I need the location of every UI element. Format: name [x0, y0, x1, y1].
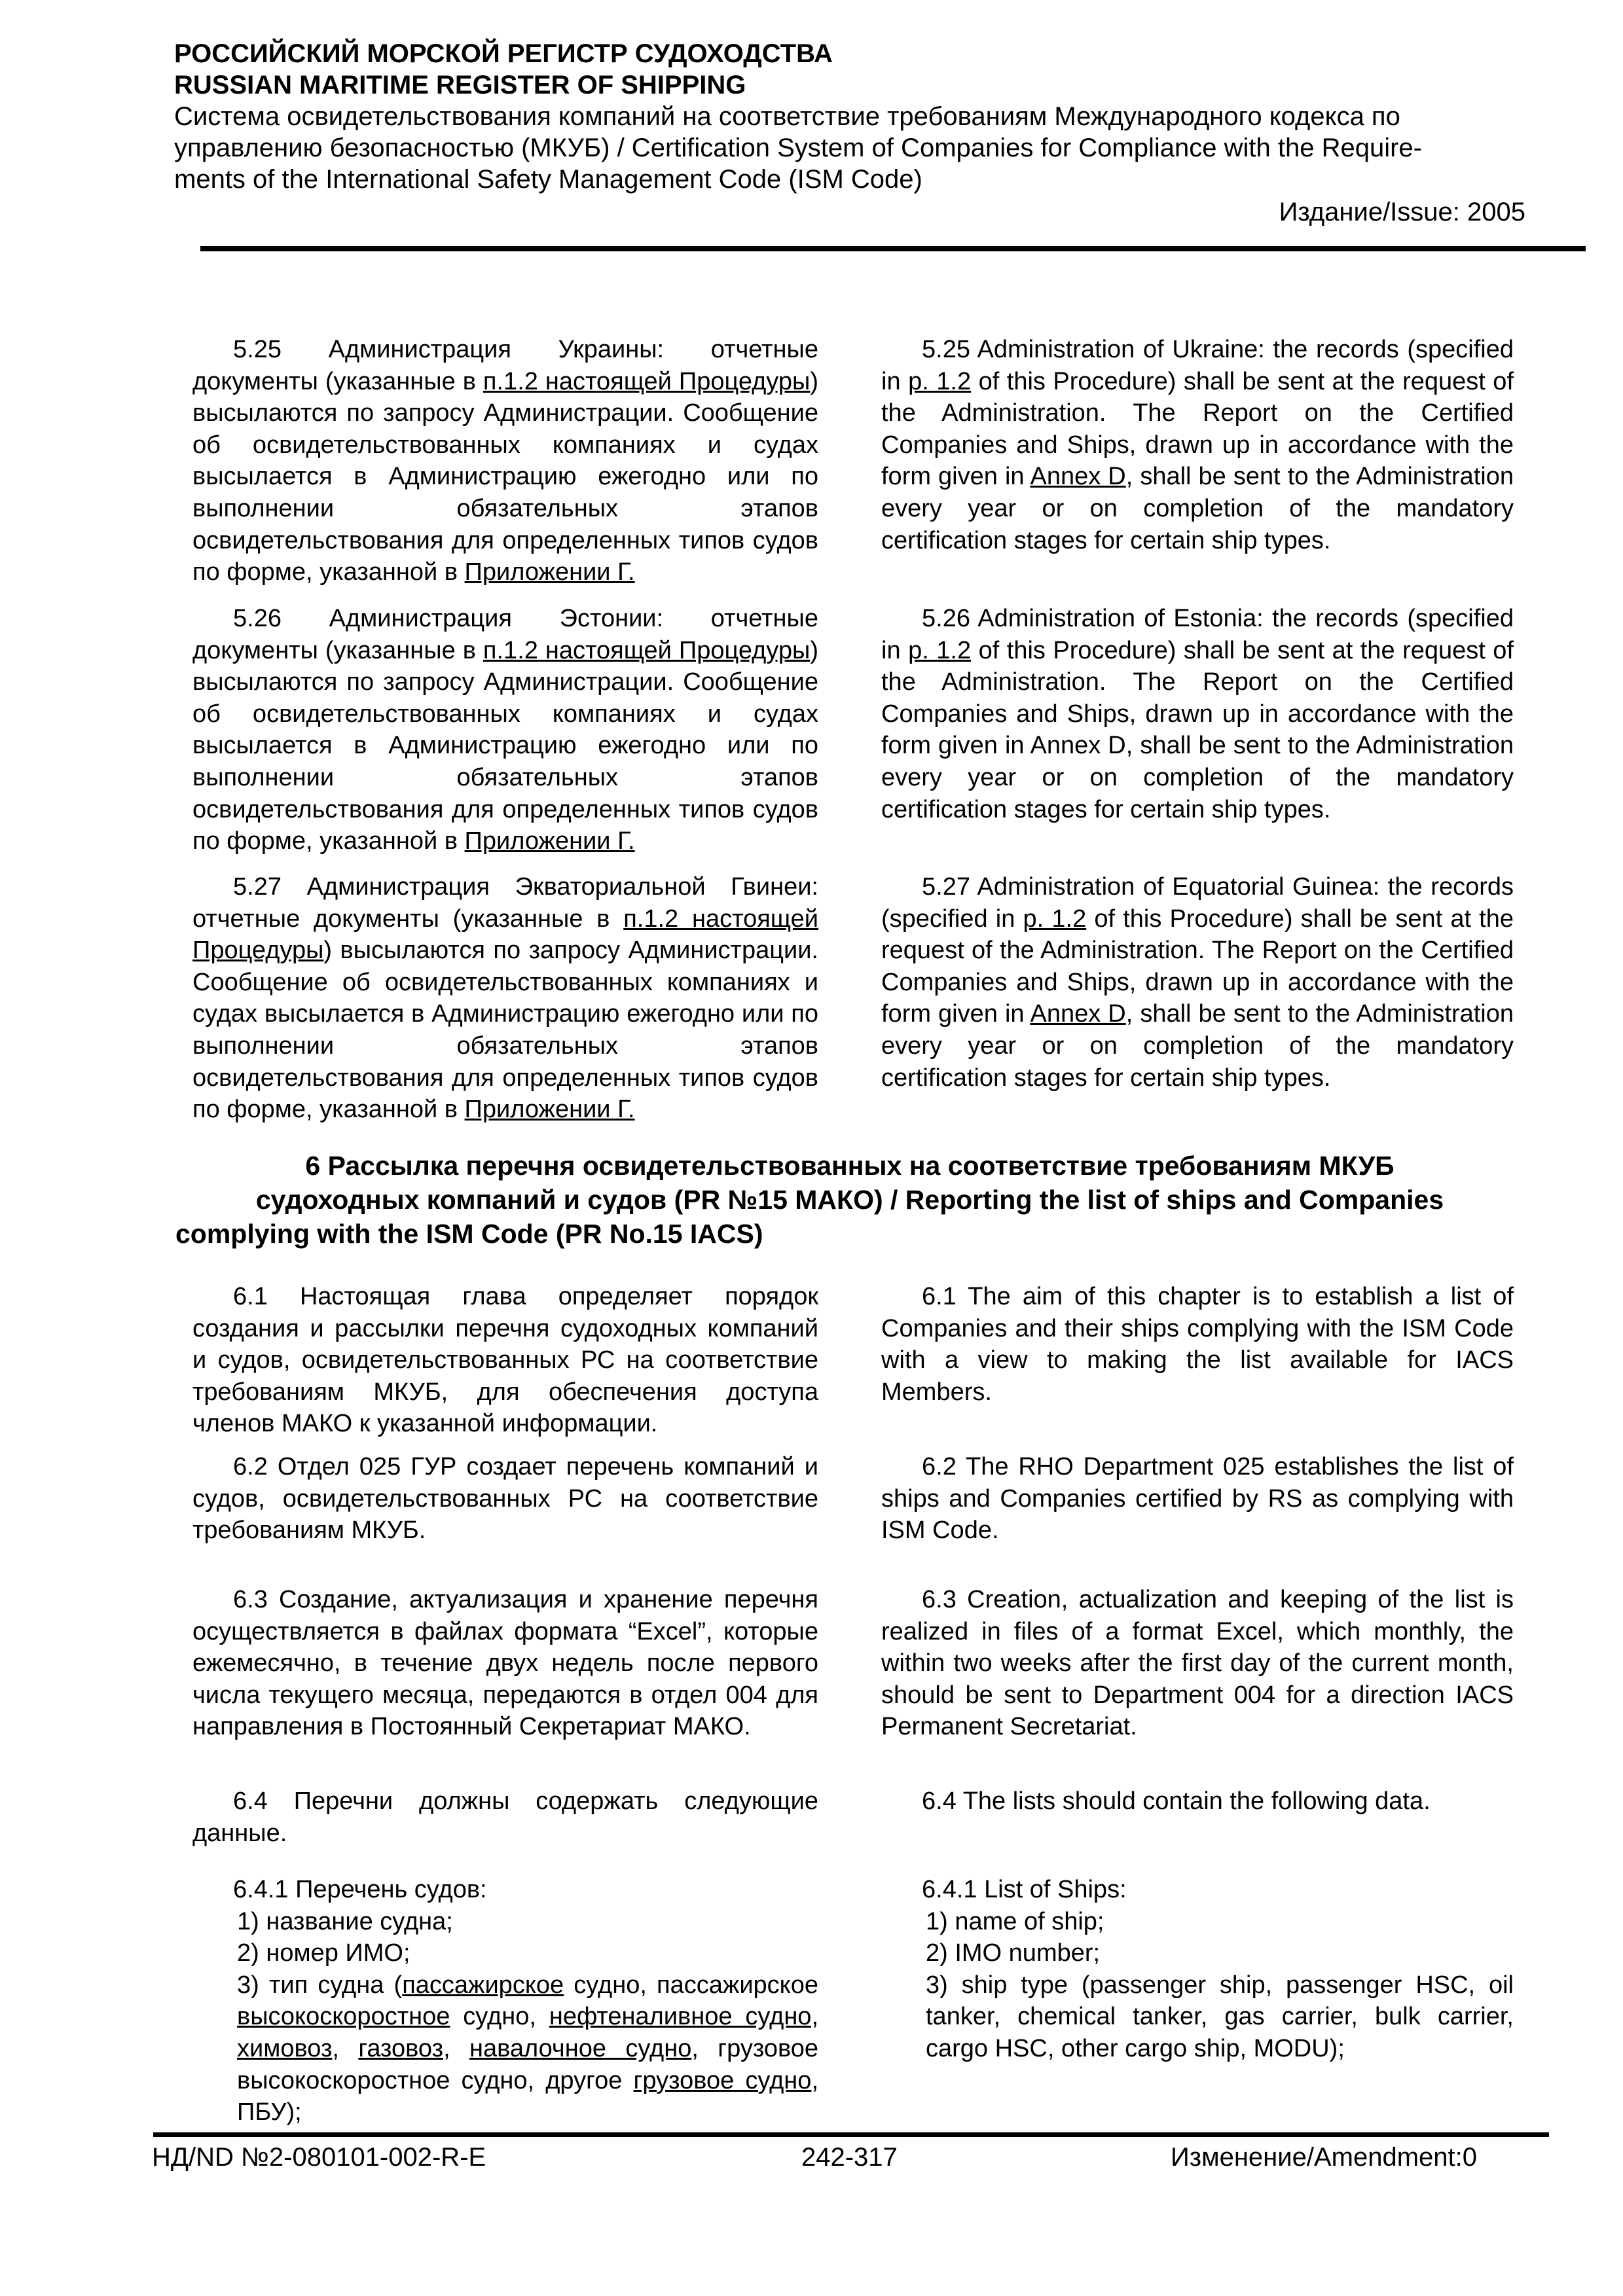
term-link[interactable]: грузовое судно — [633, 2066, 812, 2094]
section-6-heading — [175, 1149, 1524, 1251]
para-6-1-en — [881, 1281, 1514, 1408]
section-6-heading-line-1: 6 Рассылка перечня освидетельствованных на соответствие требованиям МКУБ — [305, 1151, 1395, 1181]
list-item — [192, 1969, 818, 2128]
system-subtitle-line-1: Система освидетельствования компаний на соответствие требованиям Международного кодекса по — [174, 102, 1400, 131]
para-6-4-en — [881, 1785, 1514, 1818]
para-5-26-ru — [192, 603, 818, 857]
text: ) высылаются по запросу Администрации. Сообщение об освидетельствованных компаниях и судах высылается в Администрацию ежегодно или по выполнении обязательных этапов освидетельствования для определенных типов судов по форме, указанной в — [192, 937, 818, 1124]
annex-link[interactable]: Приложении Г. — [464, 1096, 635, 1124]
text: 6.3 Creation, actualization and keeping of the list is realized in files of a format Excel, which monthly, the within two weeks after the first day of the current month, should be sent to Department 004 for a direction IACS Permanent Secretariat. — [881, 1586, 1514, 1741]
text: ) высылаются по запросу Администрации. Сообщение об освидетельствованных компаниях и судах высылается в Администрацию ежегодно или по выполнении обязательных этапов освидетельствования для определенных типов судов по форме, указанной в — [192, 636, 818, 855]
section-6-heading-line-3: complying with the ISM Code (PR No.15 IACS) — [175, 1219, 763, 1249]
amendment-label: Изменение/Amendment:0 — [1171, 2143, 1477, 2172]
text: 5.26 Администрация Эстонии: отчетные документы (указанные в — [192, 605, 818, 664]
para-6-2-en — [881, 1451, 1514, 1547]
annex-link[interactable]: Annex D — [1030, 463, 1126, 491]
para-6-3-ru — [192, 1584, 818, 1743]
text: 6.1 Настоящая глава определяет порядок создания и рассылки перечня судоходных компаний и судов, освидетельствованных РС на соответствие требованиям МКУБ, для обеспечения доступа членов МАКО к указанной информации. — [192, 1283, 818, 1438]
para-6-1-ru — [192, 1281, 818, 1440]
term-link[interactable]: газовоз — [358, 2034, 444, 2062]
term-link[interactable]: нефтеналивное судно, — [549, 2003, 818, 2031]
procedure-link[interactable]: п.1.2 настоящей Процедуры — [483, 636, 811, 664]
para-5-25-en — [881, 334, 1514, 556]
text: 6.2 The RHO Department 025 establishes the list of ships and Companies certified by RS as complying with ISM Code. — [881, 1453, 1514, 1545]
text: of this Procedure) shall be sent at the request of the Administration. The Report on the Certified Companies and Ships, drawn up in accordance with the form given in Annex D, shall be sent to the Administration every year or on completion of the mandatory certification stages for certain ship types. — [881, 636, 1514, 823]
procedure-link[interactable]: п.1.2 настоящей Процедуры — [192, 905, 818, 965]
list-heading: 6.4.1 List of Ships: — [922, 1876, 1127, 1903]
text: ) высылаются по запросу Администрации. Сообщение об освидетельствованных компаниях и судах высылается в Администрацию ежегодно или по выполнении обязательных этапов освидетельствования для определенных типов судов по форме, указанной в — [192, 367, 818, 586]
text: of this Procedure) shall be sent at the request of the Administration. The Report on the Certified Companies and Ships, drawn up in accordance with the form given in — [881, 367, 1514, 491]
text: судно, пассажирское — [564, 1971, 819, 1999]
footer-divider — [153, 2132, 1549, 2137]
page-number: 242-317 — [801, 2143, 898, 2172]
text: , — [332, 2034, 359, 2062]
document-number: НД/ND №2-080101-002-R-E — [152, 2143, 486, 2172]
term-link[interactable]: химовоз — [237, 2034, 333, 2062]
register-title-en: RUSSIAN MARITIME REGISTER OF SHIPPING — [174, 71, 746, 99]
text: 6.2 Отдел 025 ГУР создает перечень компаний и судов, освидетельствованных РС на соответствие требованиям МКУБ. — [192, 1453, 818, 1545]
text: 6.3 Создание, актуализация и хранение перечня осуществляется в файлах формата “Excel”, которые ежемесячно, в течение двух недель после первого числа текущего месяца, передаются в отдел 004 для направления в Постоянный Секретариат МАКО. — [192, 1586, 818, 1741]
procedure-link[interactable]: п.1.2 настоящей Процедуры — [483, 367, 811, 395]
list-item: 2) номер ИМО; — [237, 1939, 410, 1967]
text: 5.25 Administration of Ukraine: the records (specified in — [881, 336, 1514, 395]
text: 3) тип судна ( — [237, 1971, 403, 1999]
para-5-27-en — [881, 871, 1514, 1094]
term-link[interactable]: пассажирское — [402, 1971, 564, 1999]
annex-link[interactable]: Приложении Г. — [464, 558, 635, 586]
list-item: 1) название судна; — [237, 1907, 453, 1935]
text: , shall be sent to the Administration every year or on completion of the mandatory certification stages for certain ship types. — [881, 463, 1514, 554]
para-6-4-ru — [192, 1785, 818, 1849]
procedure-link[interactable]: p. 1.2 — [908, 367, 972, 395]
system-subtitle-line-2: управлению безопасностью (МКУБ) / Certification System of Companies for Compliance with the Require- — [174, 134, 1422, 162]
term-link[interactable]: высокоскоростное — [237, 2003, 450, 2031]
para-5-25-ru — [192, 334, 818, 588]
text: 5.25 Администрация Украины: отчетные документы (указанные в — [192, 336, 818, 395]
text: 5.26 Administration of Estonia: the records (specified in — [881, 605, 1514, 664]
text: , — [443, 2034, 469, 2062]
annex-link[interactable]: Annex D — [1030, 1000, 1126, 1028]
document-header — [174, 38, 1529, 195]
annex-link[interactable]: Приложении Г. — [464, 827, 635, 855]
list-heading: 6.4.1 Перечень судов: — [233, 1876, 487, 1903]
list-item: 2) IMO number; — [926, 1939, 1101, 1967]
para-6-3-en — [881, 1584, 1514, 1743]
procedure-link[interactable]: p. 1.2 — [1023, 905, 1087, 933]
procedure-link[interactable]: p. 1.2 — [908, 636, 972, 664]
list-item: 3) ship type (passenger ship, passenger HSC, oil tanker, chemical tanker, gas carrier, bulk carrier, cargo HSC, other cargo ship, MODU); — [926, 1971, 1514, 2062]
register-title-ru: РОССИЙСКИЙ МОРСКОЙ РЕГИСТР СУДОХОДСТВА — [174, 39, 833, 68]
text: 6.1 The aim of this chapter is to establish a list of Companies and their ships complying with the ISM Code with a view to making the list available for IACS Members. — [881, 1283, 1514, 1406]
text: , shall be sent to the Administration every year or on completion of the mandatory certification stages for certain ship types. — [881, 1000, 1514, 1092]
list-6-4-1-en — [881, 1874, 1514, 2065]
text: 6.4 The lists should contain the following data. — [922, 1787, 1431, 1815]
system-subtitle-line-3: ments of the International Safety Management Code (ISM Code) — [174, 165, 922, 194]
list-6-4-1-ru — [192, 1874, 818, 2128]
para-5-27-ru — [192, 871, 818, 1126]
list-item: 1) name of ship; — [926, 1907, 1104, 1935]
para-5-26-en — [881, 603, 1514, 825]
text: , грузовое высокоскоростное судно, другое — [237, 2034, 818, 2094]
text: of this Procedure) shall be sent at the request of the Administration. The Report on the Certified Companies and Ships, drawn up in accordance with the form given in — [881, 905, 1514, 1028]
para-6-2-ru — [192, 1451, 818, 1547]
header-divider — [200, 246, 1586, 251]
issue-label: Издание/Issue: 2005 — [1279, 198, 1525, 226]
text: 5.27 Administration of Equatorial Guinea: the records (specified in — [881, 873, 1514, 933]
term-link[interactable]: навалочное судно — [469, 2034, 692, 2062]
text: , ПБУ); — [237, 2066, 818, 2126]
text: судно, — [450, 2003, 549, 2031]
text: 6.4 Перечни должны содержать следующие данные. — [192, 1787, 818, 1847]
text: 5.27 Администрация Экваториальной Гвинеи: отчетные документы (указанные в — [192, 873, 818, 933]
section-6-heading-line-2: судоходных компаний и судов (PR №15 МАКО) / Reporting the list of ships and Companies — [255, 1185, 1444, 1215]
